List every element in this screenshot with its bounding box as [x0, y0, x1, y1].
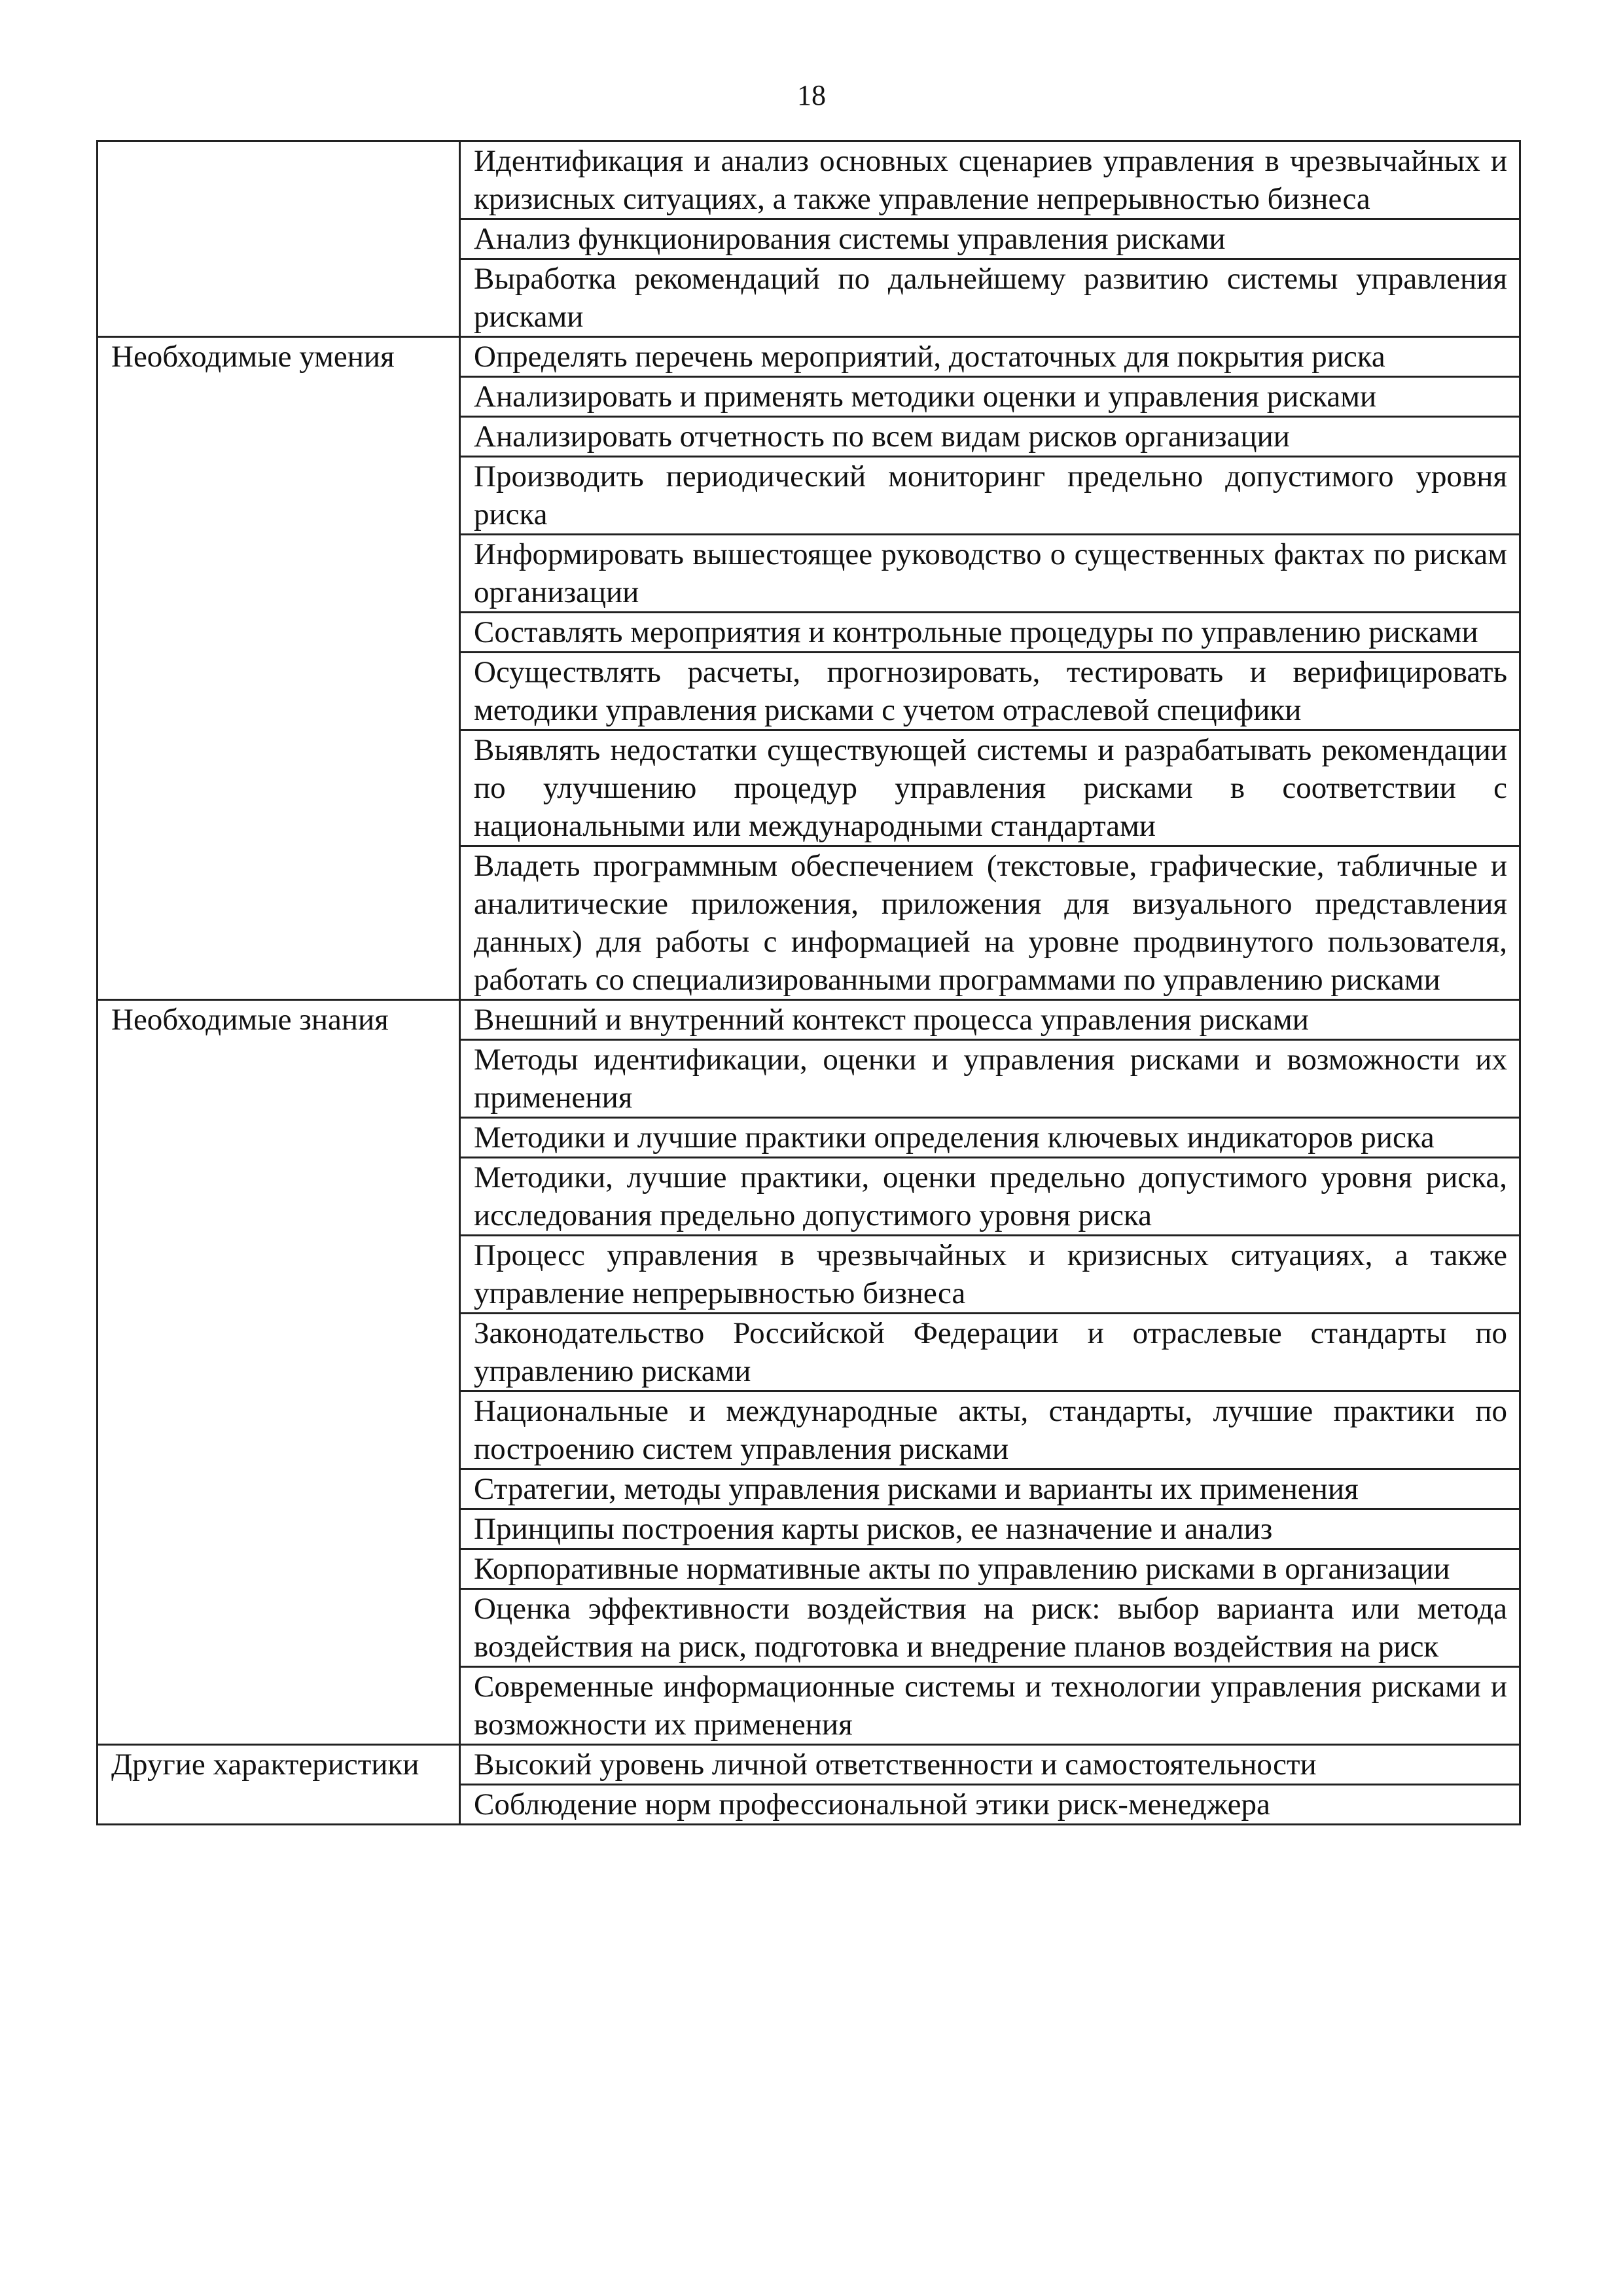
requirement-item: Анализ функционирования системы управления рисками [460, 219, 1520, 259]
requirement-item: Идентификация и анализ основных сценариев управления в чрезвычайных и кризисных ситуациях, а также управление непрерывностью бизнеса [460, 141, 1520, 219]
section-label: Необходимые умения [98, 337, 460, 1000]
requirement-item: Методики и лучшие практики определения ключевых индикаторов риска [460, 1118, 1520, 1158]
requirement-item: Осуществлять расчеты, прогнозировать, тестировать и верифицировать методики управления рисками с учетом отраслевой специфики [460, 653, 1520, 730]
table-row [98, 141, 1520, 219]
table-row [98, 337, 1520, 377]
requirement-item: Внешний и внутренний контекст процесса управления рисками [460, 1000, 1520, 1040]
requirement-item: Оценка эффективности воздействия на риск: выбор варианта или метода воздействия на риск, подготовка и внедрение планов воздействия на риск [460, 1589, 1520, 1667]
page-number: 18 [797, 79, 826, 111]
requirement-item: Законодательство Российской Федерации и отраслевые стандарты по управлению рисками [460, 1314, 1520, 1391]
requirement-item: Составлять мероприятия и контрольные процедуры по управлению рисками [460, 613, 1520, 653]
requirement-item: Национальные и международные акты, стандарты, лучшие практики по построению систем управления рисками [460, 1391, 1520, 1469]
table-body [98, 141, 1520, 1825]
requirement-item: Соблюдение норм профессиональной этики риск-менеджера [460, 1785, 1520, 1825]
section-label: Необходимые знания [98, 1000, 460, 1745]
requirement-item: Анализировать отчетность по всем видам рисков организации [460, 417, 1520, 457]
requirement-item: Производить периодический мониторинг предельно допустимого уровня риска [460, 457, 1520, 535]
requirements-table [96, 140, 1521, 1825]
section-label: Другие характеристики [98, 1745, 460, 1825]
section-label [98, 141, 460, 337]
requirement-item: Современные информационные системы и технологии управления рисками и возможности их применения [460, 1667, 1520, 1745]
requirement-item: Информировать вышестоящее руководство о существенных фактах по рискам организации [460, 535, 1520, 613]
requirement-item: Владеть программным обеспечением (текстовые, графические, табличные и аналитические приложения, приложения для визуального представления данных) для работы с информацией на уровне продвинутого пользователя, работать со специализированными программами по управлению рисками [460, 846, 1520, 1000]
requirement-item: Стратегии, методы управления рисками и варианты их применения [460, 1469, 1520, 1509]
requirement-item: Высокий уровень личной ответственности и самостоятельности [460, 1745, 1520, 1785]
requirement-item: Выявлять недостатки существующей системы и разрабатывать рекомендации по улучшению процедур управления рисками в соответствии с национальными или международными стандартами [460, 730, 1520, 846]
requirement-item: Методики, лучшие практики, оценки предельно допустимого уровня риска, исследования предельно допустимого уровня риска [460, 1158, 1520, 1236]
table-row [98, 1000, 1520, 1040]
requirement-item: Принципы построения карты рисков, ее назначение и анализ [460, 1509, 1520, 1549]
requirement-item: Корпоративные нормативные акты по управлению рисками в организации [460, 1549, 1520, 1589]
table-row [98, 1745, 1520, 1785]
requirement-item: Анализировать и применять методики оценки и управления рисками [460, 377, 1520, 417]
requirement-item: Методы идентификации, оценки и управления рисками и возможности их применения [460, 1040, 1520, 1118]
requirement-item: Выработка рекомендаций по дальнейшему развитию системы управления рисками [460, 259, 1520, 337]
requirement-item: Определять перечень мероприятий, достаточных для покрытия риска [460, 337, 1520, 377]
requirement-item: Процесс управления в чрезвычайных и кризисных ситуациях, а также управление непрерывностью бизнеса [460, 1236, 1520, 1314]
